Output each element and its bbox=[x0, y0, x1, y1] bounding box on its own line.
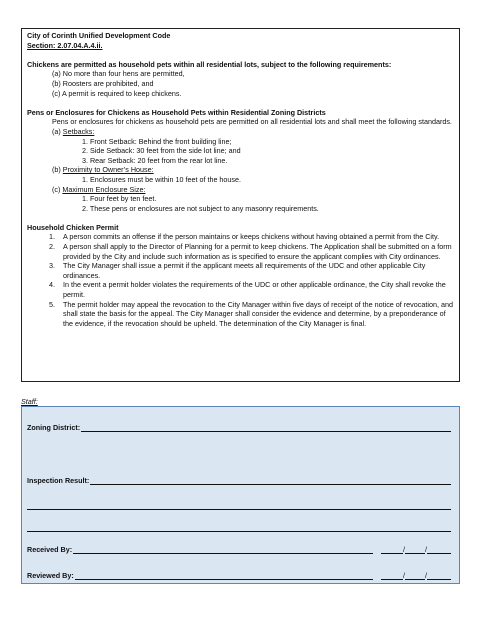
permit-item-text: In the event a permit holder violates the requirements of the UDC or other applicable ordinance, the City shall revoke the permit. bbox=[63, 280, 446, 300]
permit-item-text: The permit holder may appeal the revocation to the City Manager within five days of receipt of the notice of revocation, and shall state the basis for the appeal. The City Manager shall consider the evidence and determine, by a preponderance of the evidence, if the revocation should be upheld. The determination of the City Manager is final. bbox=[63, 299, 453, 328]
received-by-label: Received By: bbox=[27, 545, 73, 554]
date-separator: / bbox=[403, 571, 405, 580]
setback-item: 3. Rear Setback: 20 feet from the rear lot line. bbox=[82, 155, 228, 165]
permit-item-number: 3. bbox=[49, 261, 55, 271]
received-date-field[interactable] bbox=[381, 545, 451, 554]
received-by-row bbox=[27, 545, 451, 554]
date-day-blank[interactable] bbox=[405, 545, 425, 554]
pens-intro: Pens or enclosures for chickens as household pets are permitted on all residential lots and shall meet the following standards. bbox=[52, 117, 452, 127]
date-separator: / bbox=[425, 545, 427, 554]
date-year-blank[interactable] bbox=[427, 545, 451, 554]
setback-item: 1. Front Setback: Behind the front building line; bbox=[82, 136, 232, 146]
permit-item-number: 1. bbox=[49, 232, 55, 242]
permit-item-number: 5. bbox=[49, 299, 55, 309]
inspection-result-label: Inspection Result: bbox=[27, 476, 90, 485]
permit-item bbox=[27, 300, 455, 329]
reviewed-by-label: Reviewed By: bbox=[27, 571, 74, 580]
inspection-result-line[interactable] bbox=[27, 501, 451, 510]
chickens-item: (b) Roosters are prohibited, and bbox=[52, 78, 154, 88]
enclosure-size-item: 1. Four feet by ten feet. bbox=[82, 194, 157, 204]
permit-item bbox=[27, 232, 455, 242]
setback-item: 2. Side Setback: 30 feet from the side lot line; and bbox=[82, 146, 241, 156]
date-year-blank[interactable] bbox=[427, 571, 451, 580]
document-title: City of Corinth Unified Development Code bbox=[27, 31, 171, 40]
date-month-blank[interactable] bbox=[381, 571, 403, 580]
enclosure-size-item: 2. These pens or enclosures are not subject to any masonry requirements. bbox=[82, 203, 319, 213]
zoning-district-row bbox=[27, 423, 451, 432]
inspection-result-field[interactable] bbox=[90, 476, 451, 485]
permit-item-text: The City Manager shall issue a permit if the applicant meets all requirements of the UDC and other applicable City ordinances. bbox=[63, 261, 426, 280]
section-reference: Section: 2.07.04.A.4.ii. bbox=[27, 40, 103, 50]
subheading-label: (c) bbox=[52, 184, 61, 194]
subheading-label: (a) bbox=[52, 126, 61, 136]
date-separator: / bbox=[403, 545, 405, 554]
inspection-result-line[interactable] bbox=[27, 523, 451, 532]
permit-item bbox=[27, 280, 455, 299]
staff-label: Staff: bbox=[21, 397, 38, 406]
permit-item-text: A person commits an offense if the person maintains or keeps chickens without having obtained a permit from the City. bbox=[63, 232, 440, 242]
permit-item-number: 2. bbox=[49, 242, 55, 252]
inspection-line-row bbox=[27, 501, 451, 510]
zoning-district-label: Zoning District: bbox=[27, 423, 81, 432]
zoning-district-field[interactable] bbox=[81, 423, 451, 432]
permit-heading: Household Chicken Permit bbox=[27, 222, 119, 232]
permit-item-text: A person shall apply to the Director of Planning for a permit to keep chickens. The Application shall be submitted on a form provided by the City and include such information as is specified to ensure the applicant complies with City ordinances. bbox=[63, 242, 452, 261]
reviewed-date-field[interactable] bbox=[381, 571, 451, 580]
date-separator: / bbox=[425, 571, 427, 580]
chickens-heading: Chickens are permitted as household pets within all residential lots, subject to the following requirements: bbox=[27, 59, 392, 69]
chickens-item: (a) No more than four hens are permitted, bbox=[52, 69, 185, 79]
permit-item bbox=[27, 261, 455, 280]
permit-item-number: 4. bbox=[49, 280, 55, 290]
staff-form bbox=[21, 406, 460, 584]
subheading-title: Maximum Enclosure Size: bbox=[62, 184, 146, 194]
code-excerpt-box bbox=[21, 28, 460, 382]
proximity-subheading bbox=[27, 165, 455, 175]
inspection-line-row bbox=[27, 523, 451, 532]
reviewed-by-field[interactable] bbox=[75, 571, 373, 580]
inspection-result-row bbox=[27, 476, 451, 485]
received-by-field[interactable] bbox=[73, 545, 373, 554]
date-month-blank[interactable] bbox=[381, 545, 403, 554]
subheading-title: Setbacks: bbox=[62, 126, 95, 136]
enclosure-size-subheading bbox=[27, 185, 455, 195]
reviewed-by-row bbox=[27, 571, 451, 580]
proximity-item: 1. Enclosures must be within 10 feet of the house. bbox=[82, 174, 242, 184]
subheading-label: (b) bbox=[52, 165, 61, 175]
permit-item bbox=[27, 242, 455, 261]
pens-heading: Pens or Enclosures for Chickens as Household Pets within Residential Zoning Districts bbox=[27, 107, 326, 117]
subheading-title: Proximity to Owner’s House: bbox=[62, 165, 154, 175]
setbacks-subheading bbox=[27, 127, 455, 137]
date-day-blank[interactable] bbox=[405, 571, 425, 580]
chickens-item: (c) A permit is required to keep chickens. bbox=[52, 88, 182, 98]
